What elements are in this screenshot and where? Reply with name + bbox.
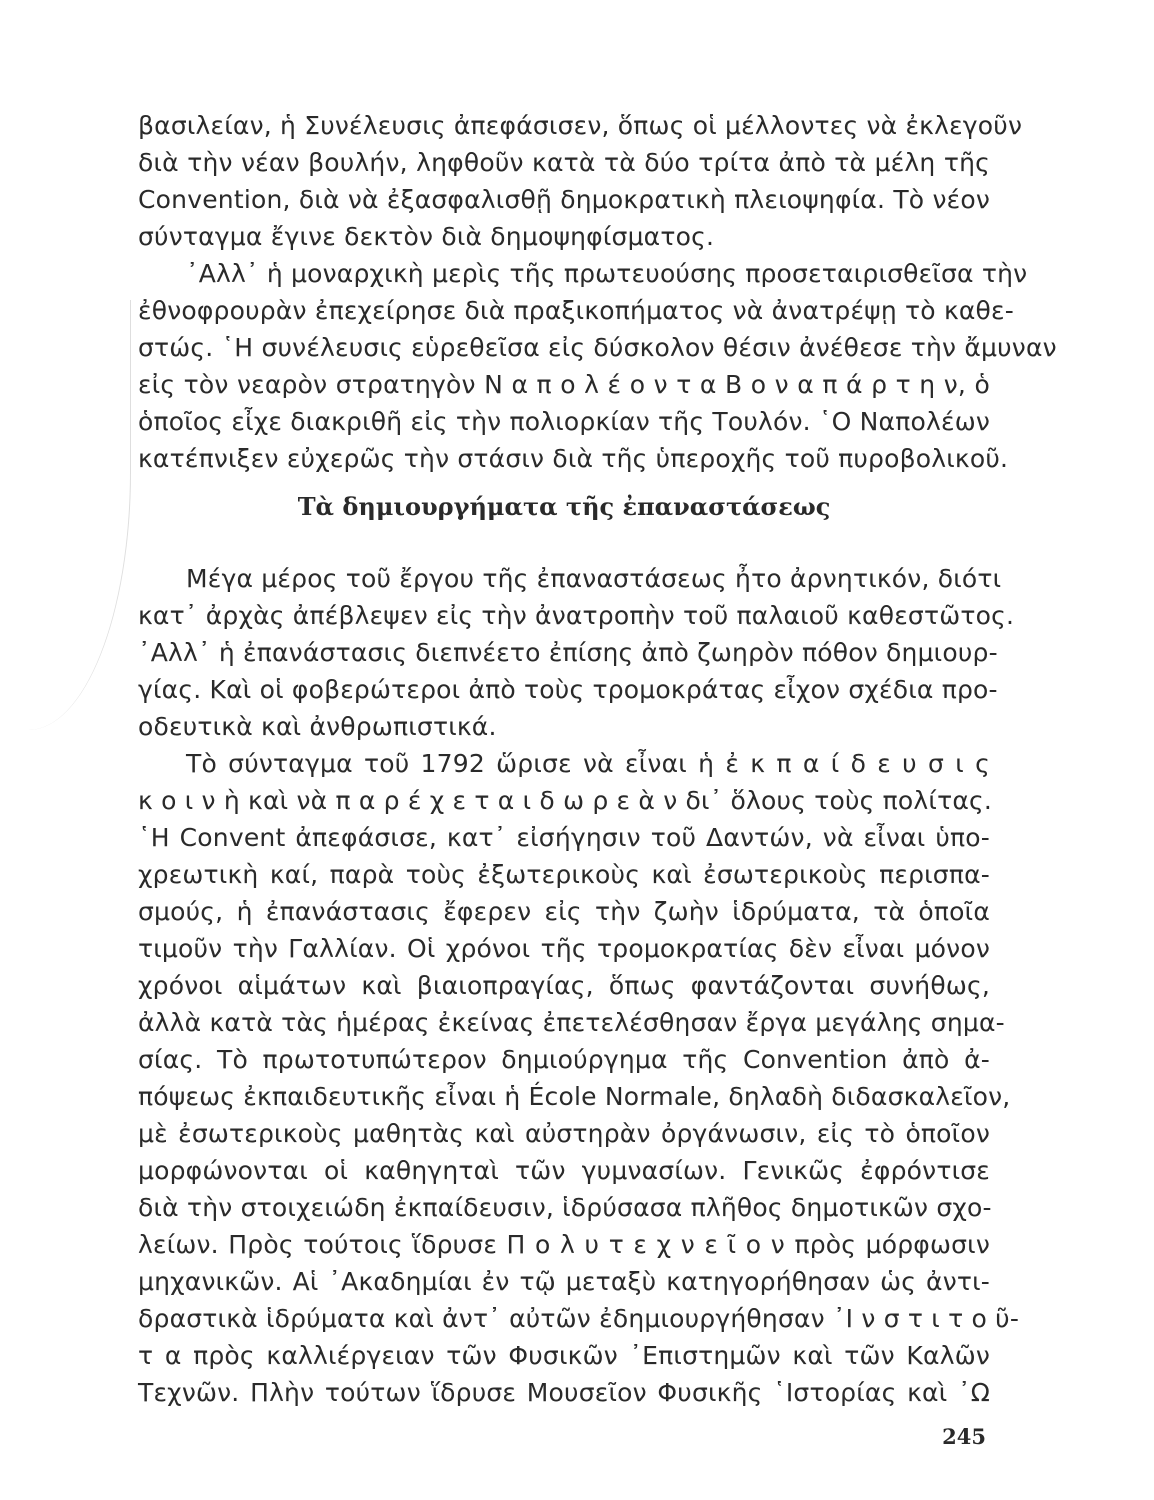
text-line: λείων. Πρὸς τούτοις ἵδρυσε Π ο λ υ τ ε χ ν ε ῖ ο ν πρὸς μόρφωσιν xyxy=(138,1230,990,1259)
section-heading: Τὰ δημιουργήματα τῆς ἐπαναστάσεως xyxy=(297,492,831,521)
text-line: ᾿Αλλ᾿ ἡ ἐπανάστασις διεπνέετο ἐπίσης ἀπὸ ζωηρὸν πόθον δημιουρ- xyxy=(138,638,998,667)
text-line: ῾Η Convent ἀπεφάσισε, κατ᾿ εἰσήγησιν τοῦ Δαντών, νὰ εἶναι ὑπο- xyxy=(138,823,990,852)
text-line: Convention, διὰ νὰ ἐξασφαλισθῇ δημοκρατικὴ πλειοψηφία. Τὸ νέον xyxy=(138,185,990,214)
text-line: Τὸ σύνταγμα τοῦ 1792 ὥρισε νὰ εἶναι ἡ ἐ κ π α ί δ ε υ σ ι ς xyxy=(186,749,990,778)
text-line: στώς. ῾Η συνέλευσις εὑρεθεῖσα εἰς δύσκολον θέσιν ἀνέθεσε τὴν ἄμυναν xyxy=(138,333,1057,362)
text-line: σίας. Τὸ πρωτοτυπώτερον δημιούργημα τῆς Convention ἀπὸ ἀ- xyxy=(138,1045,990,1074)
text-line: εἰς τὸν νεαρὸν στρατηγὸν Ν α π ο λ έ ο ν τ α Β ο ν α π ά ρ τ η ν, ὁ xyxy=(138,370,990,399)
page-number: 245 xyxy=(942,1424,986,1449)
paper-fold-mark xyxy=(0,300,131,730)
text-line: δραστικὰ ἱδρύματα καὶ ἀντ᾿ αὐτῶν ἐδημιουργήθησαν ᾿Ι ν σ τ ι τ ο ῦ- xyxy=(138,1304,1020,1333)
text-line: πόψεως ἐκπαιδευτικῆς εἶναι ἡ École Normale, δηλαδὴ διδασκαλεῖον, xyxy=(138,1082,1011,1111)
text-line: ὁποῖος εἶχε διακριθῆ εἰς τὴν πολιορκίαν τῆς Τουλόν. ῾Ο Ναπολέων xyxy=(138,407,990,436)
text-line: σμούς, ἡ ἐπανάστασις ἔφερεν εἰς τὴν ζωὴν ἱδρύματα, τὰ ὁποῖα xyxy=(138,897,990,926)
text-line: ᾿Αλλ᾿ ἡ μοναρχικὴ μερὶς τῆς πρωτευούσης προσεταιρισθεῖσα τὴν xyxy=(186,259,1028,288)
text-line: μὲ ἐσωτερικοὺς μαθητὰς καὶ αὐστηρὰν ὀργάνωσιν, εἰς τὸ ὁποῖον xyxy=(138,1119,990,1148)
text-line: Μέγα μέρος τοῦ ἔργου τῆς ἐπαναστάσεως ἦτο ἀρνητικόν, διότι xyxy=(186,564,1002,593)
text-line: διὰ τὴν νέαν βουλήν, ληφθοῦν κατὰ τὰ δύο τρίτα ἀπὸ τὰ μέλη τῆς xyxy=(138,148,990,177)
text-line: βασιλείαν, ἡ Συνέλευσις ἀπεφάσισεν, ὅπως οἱ μέλλοντες νὰ ἐκλεγοῦν xyxy=(138,111,1023,140)
text-line: κατ᾿ ἀρχὰς ἀπέβλεψεν εἰς τὴν ἀνατροπὴν τοῦ παλαιοῦ καθεστῶτος. xyxy=(138,601,1015,630)
text-line: χρεωτικὴ καί, παρὰ τοὺς ἐξωτερικοὺς καὶ ἐσωτερικοὺς περισπα- xyxy=(138,860,990,889)
text-line: διὰ τὴν στοιχειώδη ἐκπαίδευσιν, ἱδρύσασα πλῆθος δημοτικῶν σχο- xyxy=(138,1193,992,1222)
text-line: γίας. Καὶ οἱ φοβερώτεροι ἀπὸ τοὺς τρομοκράτας εἶχον σχέδια προ- xyxy=(138,675,998,704)
text-line: μηχανικῶν. Αἱ ᾿Ακαδημίαι ἐν τῷ μεταξὺ κατηγορήθησαν ὡς ἀντι- xyxy=(138,1267,990,1296)
text-line: τιμοῦν τὴν Γαλλίαν. Οἱ χρόνοι τῆς τρομοκρατίας δὲν εἶναι μόνον xyxy=(138,934,990,963)
text-line: τ α πρὸς καλλιέργειαν τῶν Φυσικῶν ᾿Επιστημῶν καὶ τῶν Καλῶν xyxy=(138,1341,990,1370)
text-line: ἐθνοφρουρὰν ἐπεχείρησε διὰ πραξικοπήματος νὰ ἀνατρέψῃ τὸ καθε- xyxy=(138,296,1014,325)
text-line: χρόνοι αἱμάτων καὶ βιαιοπραγίας, ὅπως φαντάζονται συνήθως, xyxy=(138,971,990,1000)
text-line: Τεχνῶν. Πλὴν τούτων ἵδρυσε Μουσεῖον Φυσικῆς ῾Ιστορίας καὶ ᾿Ω xyxy=(138,1378,990,1407)
text-line: μορφώνονται οἱ καθηγηταὶ τῶν γυμνασίων. Γενικῶς ἐφρόντισε xyxy=(138,1156,990,1185)
text-line: κ ο ι ν ὴ καὶ νὰ π α ρ έ χ ε τ α ι δ ω ρ ε ὰ ν δι᾿ ὅλους τοὺς πολίτας. xyxy=(138,786,993,815)
text-line: ἀλλὰ κατὰ τὰς ἡμέρας ἐκείνας ἐπετελέσθησαν ἔργα μεγάλης σημα- xyxy=(138,1008,1005,1037)
text-line: οδευτικὰ καὶ ἀνθρωπιστικά. xyxy=(138,712,497,741)
text-line: σύνταγμα ἔγινε δεκτὸν διὰ δημοψηφίσματος. xyxy=(138,222,715,251)
text-line: κατέπνιξεν εὐχερῶς τὴν στάσιν διὰ τῆς ὑπεροχῆς τοῦ πυροβολικοῦ. xyxy=(138,444,1009,473)
